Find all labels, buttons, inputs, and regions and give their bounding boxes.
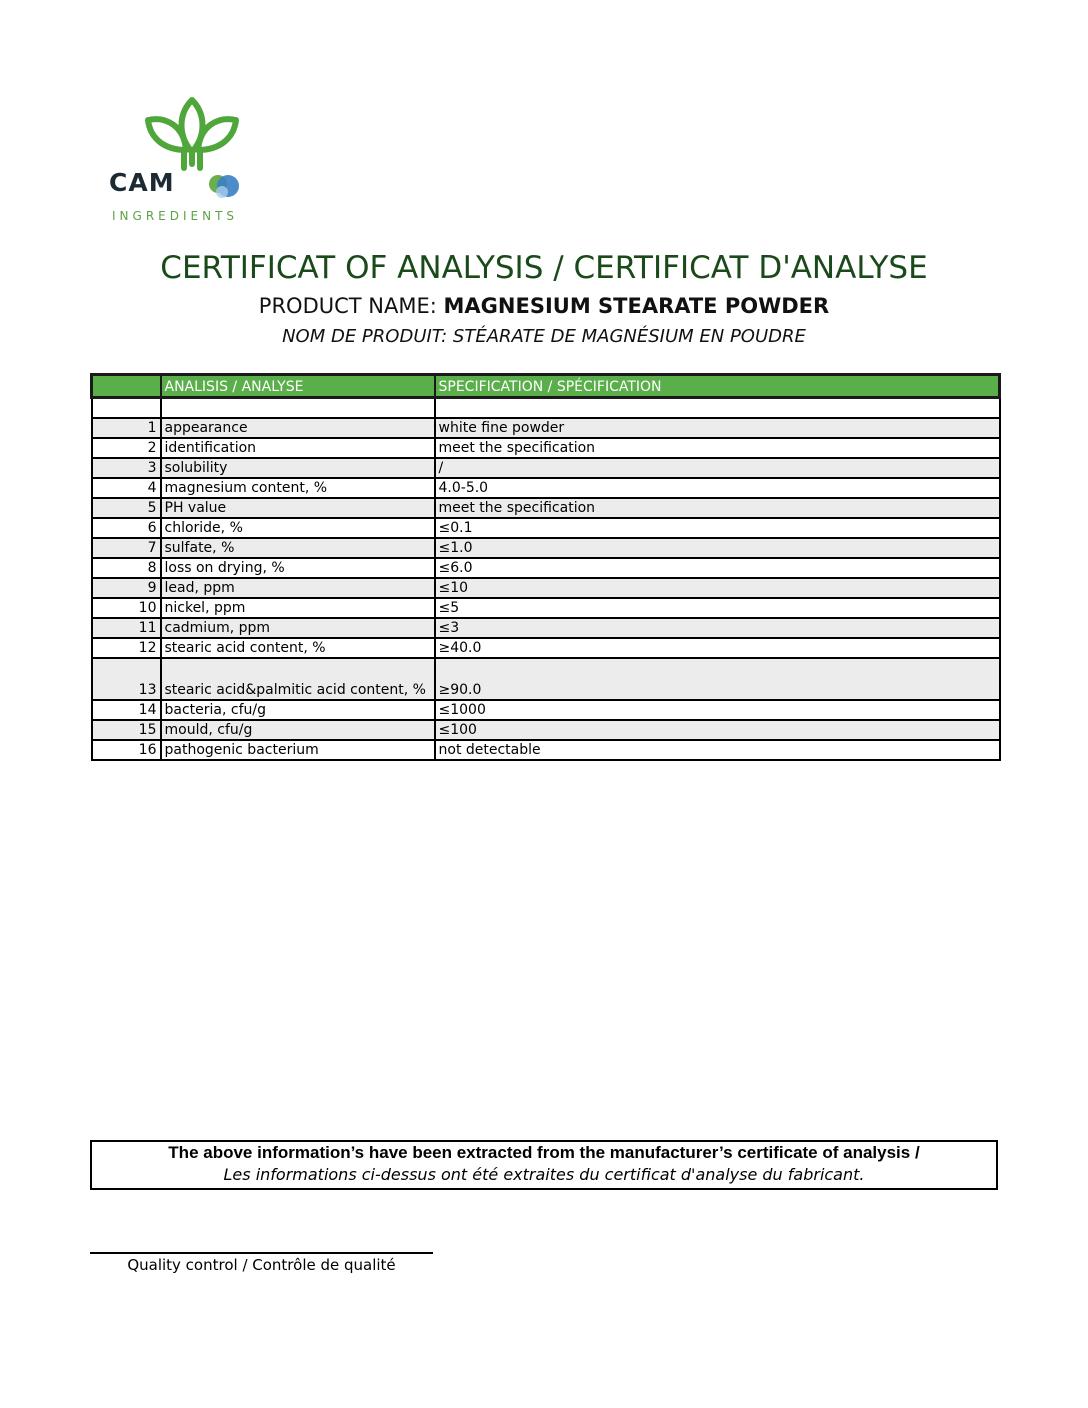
row-specification: ≤0.1 [435, 518, 1000, 538]
table-row [92, 478, 1000, 498]
row-analysis: bacteria, cfu/g [161, 700, 435, 720]
signature-line [90, 1252, 433, 1254]
table-row [92, 538, 1000, 558]
row-num: 3 [92, 458, 161, 478]
header-analysis: ANALISIS / ANALYSE [161, 375, 435, 398]
table-row [92, 638, 1000, 658]
row-num: 2 [92, 438, 161, 458]
row-analysis: stearic acid&palmitic acid content, % [161, 658, 435, 700]
row-num: 7 [92, 538, 161, 558]
row-specification: ≤5 [435, 598, 1000, 618]
table-row [92, 418, 1000, 438]
row-num: 1 [92, 418, 161, 438]
table-row [92, 558, 1000, 578]
row-specification: 4.0-5.0 [435, 478, 1000, 498]
row-specification: / [435, 458, 1000, 478]
row-num: 11 [92, 618, 161, 638]
row-analysis: mould, cfu/g [161, 720, 435, 740]
table-row [92, 598, 1000, 618]
row-analysis: loss on drying, % [161, 558, 435, 578]
row-num: 15 [92, 720, 161, 740]
row-num: 6 [92, 518, 161, 538]
table-row [92, 740, 1000, 760]
table-row [92, 700, 1000, 720]
table-row [92, 720, 1000, 740]
table-row [92, 498, 1000, 518]
row-specification: ≤1.0 [435, 538, 1000, 558]
company-logo [104, 94, 264, 226]
row-analysis: magnesium content, % [161, 478, 435, 498]
row-analysis: cadmium, ppm [161, 618, 435, 638]
row-num: 5 [92, 498, 161, 518]
row-analysis: solubility [161, 458, 435, 478]
table-row [92, 458, 1000, 478]
row-num: 10 [92, 598, 161, 618]
table-row [92, 578, 1000, 598]
row-analysis: pathogenic bacterium [161, 740, 435, 760]
analysis-table [90, 373, 1001, 761]
row-specification: white fine powder [435, 418, 1000, 438]
source-note-fr: Les informations ci-dessus ont été extraites du certificat d'analyse du fabricant. [223, 1165, 865, 1184]
table-row [92, 438, 1000, 458]
row-num: 14 [92, 700, 161, 720]
logo-tagline: INGREDIENTS [112, 209, 239, 223]
row-specification: not detectable [435, 740, 1000, 760]
source-note-en: The above information’s have been extracted from the manufacturer’s certificate of analysis / [168, 1143, 920, 1162]
row-analysis: identification [161, 438, 435, 458]
document-title: CERTIFICAT OF ANALYSIS / CERTIFICAT D'ANALYSE [160, 250, 928, 286]
row-specification: ≥40.0 [435, 638, 1000, 658]
row-num: 8 [92, 558, 161, 578]
row-analysis: sulfate, % [161, 538, 435, 558]
row-analysis: nickel, ppm [161, 598, 435, 618]
row-specification: ≤1000 [435, 700, 1000, 720]
table-row [92, 658, 1000, 700]
product-name-fr: NOM DE PRODUIT: STÉARATE DE MAGNÉSIUM EN POUDRE [282, 326, 806, 347]
product-name [0, 294, 1088, 318]
row-analysis: stearic acid content, % [161, 638, 435, 658]
row-analysis: lead, ppm [161, 578, 435, 598]
row-num: 4 [92, 478, 161, 498]
row-num: 9 [92, 578, 161, 598]
table-row [92, 618, 1000, 638]
row-num: 16 [92, 740, 161, 760]
row-specification: ≤10 [435, 578, 1000, 598]
logo-brand-text: CAM [109, 168, 175, 197]
header-num [92, 375, 161, 398]
product-name-label: PRODUCT NAME: [258, 294, 437, 318]
row-specification: ≥90.0 [435, 658, 1000, 700]
signature-label: Quality control / Contrôle de qualité [127, 1256, 396, 1274]
row-specification: meet the specification [435, 438, 1000, 458]
source-note [90, 1140, 998, 1190]
row-num: 13 [92, 658, 161, 700]
row-specification: ≤100 [435, 720, 1000, 740]
row-analysis: appearance [161, 418, 435, 438]
row-specification: ≤6.0 [435, 558, 1000, 578]
row-analysis: chloride, % [161, 518, 435, 538]
header-specification: SPECIFICATION / SPÉCIFICATION [435, 375, 1000, 398]
row-specification: meet the specification [435, 498, 1000, 518]
row-num: 12 [92, 638, 161, 658]
table-header-row [92, 375, 1000, 398]
row-specification: ≤3 [435, 618, 1000, 638]
row-analysis: PH value [161, 498, 435, 518]
table-row-blank [92, 398, 1000, 419]
product-name-value: MAGNESIUM STEARATE POWDER [443, 294, 830, 318]
table-row [92, 518, 1000, 538]
